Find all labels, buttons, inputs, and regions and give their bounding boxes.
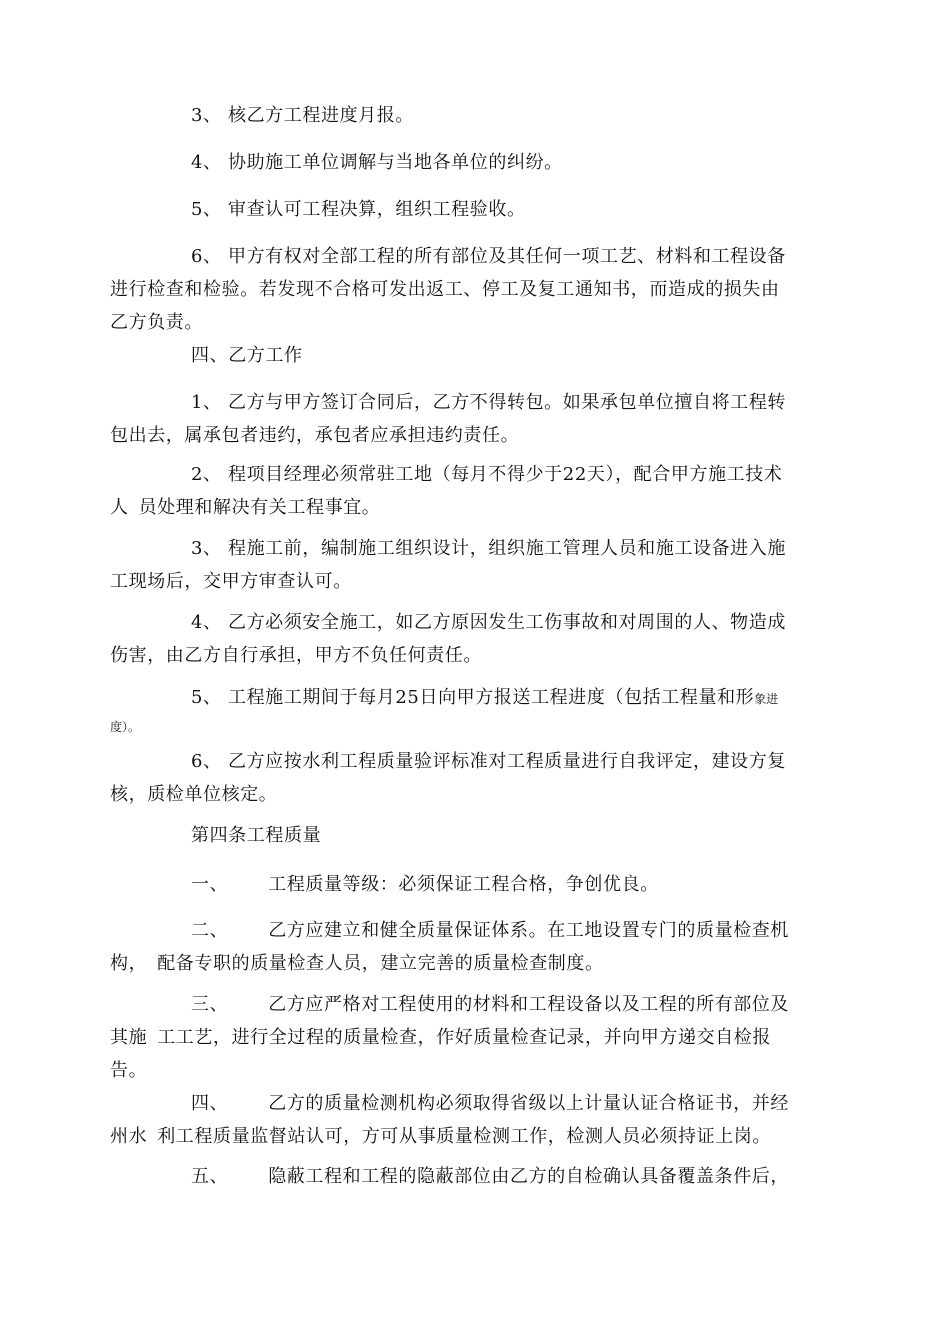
text-line: 6、 甲方有权对全部工程的所有部位及其任何一项工艺、材料和工程设备 [191,246,786,267]
text-line: 进行检查和检验。若发现不合格可发出返工、停工及复工通知书，而造成的损失由 [110,279,780,300]
section-heading-contractor-work [110,339,842,372]
paragraph-owner-item-6 [110,240,842,339]
item-number: 二、 [191,920,229,941]
text-line: 伤害，由乙方自行承担，甲方不负任何责任。 [110,645,482,666]
text-line: 告。 [110,1060,148,1081]
paragraph-quality-item-3 [110,988,842,1087]
text-fragment: 州水 [110,1126,148,1147]
text-line [110,491,842,524]
text-fragment: 配备专职的质量检查人员，建立完善的质量检查制度。 [157,953,604,974]
text-fragment: 隐蔽工程和工程的隐蔽部位由乙方的自检确认具备覆盖条件后， [268,1166,789,1187]
paragraph-quality-item-1 [110,868,842,901]
paragraph-owner-item-4 [110,146,842,179]
text-line [110,988,842,1021]
text-fragment: 工工艺，进行全过程的质量检查，作好质量检查记录，并向甲方递交自检报 [157,1027,771,1048]
text-fragment: 利工程质量监督站认可，方可从事质量检测工作，检测人员必须持证上岗。 [157,1126,771,1147]
item-number: 三、 [191,994,229,1015]
text-line: 2、 程项目经理必须常驻工地（每月不得少于22天），配合甲方施工技术 [191,464,783,485]
article-heading-quality [110,819,842,852]
paragraph-contractor-item-2 [110,458,842,524]
text-line: 核，质检单位核定。 [110,784,278,805]
text-fragment: 人 [110,497,129,518]
item-number: 一、 [191,874,229,895]
text-line [110,1160,842,1193]
text-line [110,1021,842,1054]
text-line: 1、 乙方与甲方签订合同后，乙方不得转包。如果承包单位擅自将工程转 [191,392,786,413]
paragraph-quality-item-4 [110,1087,842,1153]
item-number: 五、 [191,1166,229,1187]
text-fragment: 工程质量等级：必须保证工程合格，争创优良。 [268,874,659,895]
text-line: 6、 乙方应按水利工程质量验评标准对工程质量进行自我评定，建设方复 [191,751,786,772]
paragraph-contractor-item-5 [110,681,842,740]
text-line: 包出去，属承包者违约，承包者应承担违约责任。 [110,425,520,446]
text-fragment: 员处理和解决有关工程事宜。 [138,497,381,518]
text-fragment: 乙方应严格对工程使用的材料和工程设备以及工程的所有部位及 [268,994,789,1015]
text-fragment: 乙方的质量检测机构必须取得省级以上计量认证合格证书，并经 [268,1093,789,1114]
text-line [110,1087,842,1120]
paragraph-owner-item-5 [110,193,842,226]
text-line: 5、 审查认可工程决算，组织工程验收。 [191,199,526,220]
text-line: 4、 乙方必须安全施工，如乙方原因发生工伤事故和对周围的人、物造成 [191,612,786,633]
text-line: 4、 协助施工单位调解与当地各单位的纠纷。 [191,152,563,173]
paragraph-contractor-item-3 [110,532,842,598]
item-number: 四、 [191,1093,229,1114]
text-fragment: 乙方应建立和健全质量保证体系。在工地设置专门的质量检查机 [268,920,789,941]
text-line: 乙方负责。 [110,312,203,333]
text-line [110,914,842,947]
paragraph-quality-item-5 [110,1160,842,1193]
text-line: 度）。 [110,720,141,734]
text-line: 第四条工程质量 [191,825,322,846]
text-line: 3、 程施工前，编制施工组织设计，组织施工管理人员和施工设备进入施 [191,538,786,559]
text-line [110,868,842,901]
text-fragment: 5、 工程施工期间于每月25日向甲方报送工程进度（包括工程量和形 [191,687,755,708]
text-fragment: 其施 [110,1027,148,1048]
text-fragment: 构， [110,953,148,974]
text-fragment-small: 象进 [754,692,779,706]
paragraph-quality-item-2 [110,914,842,980]
paragraph-contractor-item-4 [110,606,842,672]
text-line: 工现场后，交甲方审查认可。 [110,571,352,592]
text-line [110,1120,842,1153]
paragraph-owner-item-3 [110,99,842,132]
text-line: 3、 核乙方工程进度月报。 [191,105,414,126]
text-line [110,681,842,714]
text-line: 四、乙方工作 [191,345,303,366]
paragraph-contractor-item-6 [110,745,842,811]
text-line [110,947,842,980]
paragraph-contractor-item-1 [110,386,842,452]
